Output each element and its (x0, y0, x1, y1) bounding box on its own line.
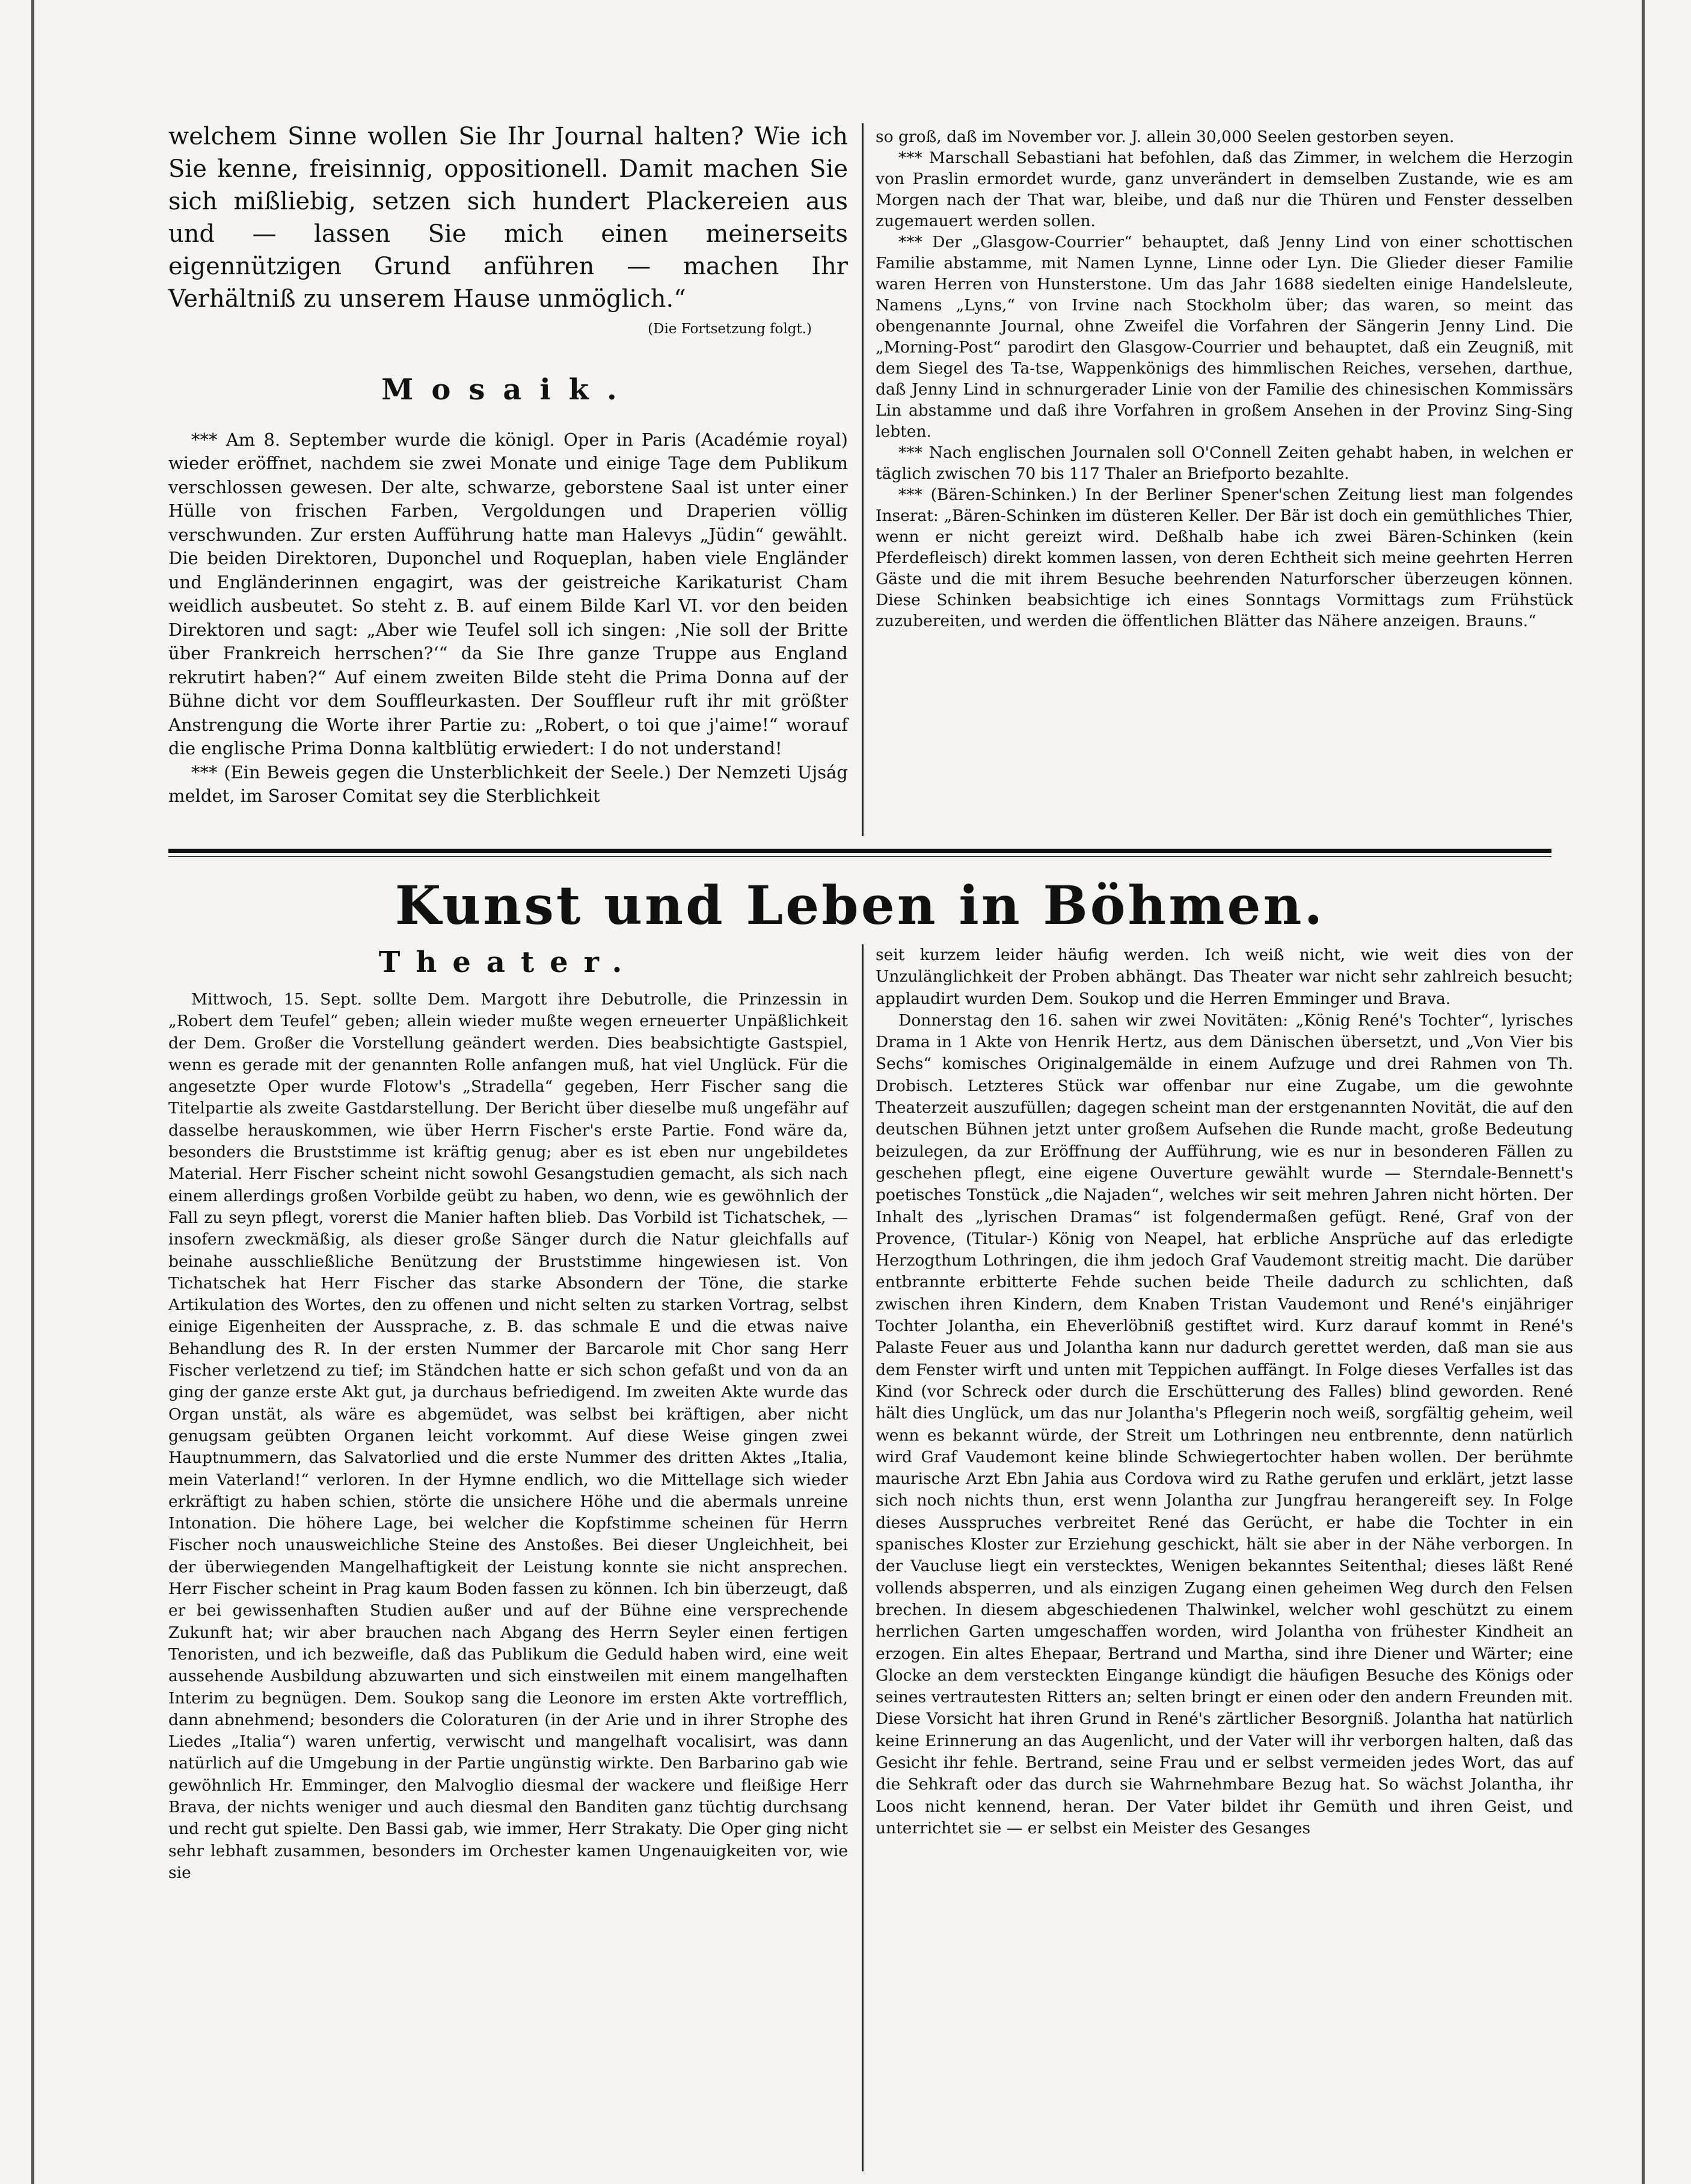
column-divider-bottom (862, 944, 864, 2171)
mosaik-paragraph: so groß, daß im November vor. J. allein 30,000 Seelen gestorben seyen. (876, 128, 1455, 146)
mosaik-paragraph: *** Nach englischen Journalen soll O'Connell Zeiten gehabt haben, in welchen er täglich zwischen 70 bis 117 Thaler an Briefporto bezahlte. (876, 443, 1573, 483)
bottom-right-column (876, 944, 1573, 1839)
bottom-left-column (168, 944, 848, 1884)
serial-story-ending: welchem Sinne wollen Sie Ihr Journal halten? Wie ich Sie kenne, freisinnig, oppositionell. Damit machen Sie sich mißliebig, setzen sich hundert Plackereien aus und — lassen Sie mich einen meinerseits eigennützigen Grund anführen — machen Ihr Verhältniß zu unserem Hause unmöglich.“ (168, 123, 848, 313)
column-divider-top (862, 123, 864, 836)
continuation-note: (Die Fortsetzung folgt.) (648, 321, 812, 337)
scan-edge-left (31, 0, 34, 2184)
mosaik-paragraph: *** (Bären-Schinken.) In der Berliner Spener'schen Zeitung liest man folgendes Inserat: „Bären-Schinken im düsteren Keller. Der Bär ist doch ein gemüthliches Thier, wenn er nicht gereizt wird. Deßhalb habe ich zwei Bären-Schinken (kein Pferdefleisch) direkt kommen lassen, von deren Echtheit sich meine geehrten Herren Gäste und die mit ihrem Besuche beehrenden Naturforscher überzeugen können. Diese Schinken beabsichtige ich eines Sonntags Vormittags zum Frühstück zuzubereiten, und werden die öffentlichen Blätter das Nähere anzeigen. Brauns.“ (876, 485, 1573, 630)
theater-paragraph: Donnerstag den 16. sahen wir zwei Novitäten: „König René's Tochter“, lyrisches Drama in 1 Akte von Henrik Hertz, aus dem Dänischen übersetzt, und „Von Vier bis Sechs“ komisches Originalgemälde in einem Aufzuge und drei Rahmen von Th. Drobisch. Letzteres Stück war offenbar nur eine Zugabe, um die gewohnte Theaterzeit auszufüllen; dagegen scheint man der erstgenannten Novität, die auf den deutschen Bühnen jetzt unter großem Aufsehen die Runde macht, große Bedeutung beizulegen, da zur Eröffnung der Aufführung, wie es nur in besonderen Fällen zu geschehen pflegt, eine eigene Ouverture gewählt wurde — Sterndale-Bennett's poetisches Tonstück „die Najaden“, welches wir seit mehren Jahren nicht hörten. Der Inhalt des „lyrischen Dramas“ ist folgendermaßen gefügt. René, Graf von der Provence, (Titular-) König von Neapel, hat erbliche Ansprüche auf das erledigte Herzogthum Lothringen, die ihm jedoch Graf Vaudemont streitig macht. Die darüber entbrannte erbitterte Fehde suchen beide Theile dadurch zu schlichten, daß zwischen ihren Kindern, dem Knaben Tristan Vaudemont und René's einjähriger Tochter Jolantha, ein Eheverlöbniß gestiftet wird. Kurz darauf kommt in René's Palaste Feuer aus und Jolantha kann nur dadurch gerettet werden, daß man sie aus dem Fenster wirft und unten mit Teppichen auffängt. In Folge dieses Verfalles ist das Kind (vor Schreck oder durch die Erschütterung des Falles) blind geworden. René hält dies Unglück, um das nur Jolantha's Pflegerin noch weiß, sorgfältig geheim, weil wenn es bekannt würde, der Streit um Lothringen neu entbrennte, denn natürlich wird Graf Vaudemont keine blinde Schwiegertochter haben wollen. Der berühmte maurische Arzt Ebn Jahia aus Cordova wird zu Rathe gerufen und erklärt, jetzt lasse sich noch nichts thun, erst wenn Jolantha zur Jungfrau herangereift sey. In Folge dieses Ausspruches verbreitet René das Gerücht, er habe die Tochter in ein spanisches Kloster zur Erziehung geschickt, hält sie aber in der Nähe verborgen. In der Vaucluse liegt ein verstecktes, Wenigen bekanntes Seitenthal; dieses läßt René vollends absperren, und als einzigen Zugang einen geheimen Weg durch den Felsen brechen. In diesem abgeschiedenen Thalwinkel, welcher wohl geschützt zu einem herrlichen Garten umgeschaffen worden, wird Jolantha von frühester Kindheit an erzogen. Ein altes Ehepaar, Bertrand und Martha, sind ihre Diener und Wärter; eine Glocke an dem versteckten Eingange kündigt die häufigen Besuche des Königs oder seines vertrautesten Ritters an; selten bringt er einen oder den andern Freunden mit. Diese Vorsicht hat ihren Grund in René's zärtlicher Besorgniß. Jolantha hat natürlich keine Erinnerung an das Augenlicht, und der Vater will ihr verborgen halten, daß das Gesicht ihr fehle. Bertrand, seine Frau und er selbst vermeiden jedes Wort, das auf die Sehkraft oder das durch sie Wahrnehmbare Bezug hat. So wächst Jolantha, ihr Loos nicht kennend, heran. Der Vater bildet ihr Gemüth und ihren Geist, und unterrichtet sie — er selbst ein Meister des Gesanges (876, 1010, 1573, 1838)
mosaik-paragraph: *** Der „Glasgow-Courrier“ behauptet, daß Jenny Lind von einer schottischen Familie abstamme, mit Namen Lynne, Linne oder Lyn. Die Glieder dieser Familie waren Herren von Hunsterstone. Um das Jahr 1688 siedelten einige Handelsleute, Namens „Lyns,“ von Irvine nach Stockholm über; das waren, so meint das obengenannte Journal, ohne Zweifel die Vorfahren der Sängerin Jenny Lind. Die „Morning-Post“ parodirt den Glasgow-Courrier und behauptet, daß ein Zeugniß, mit dem Siegel des Ta-tse, Wappenkönigs des himmlischen Reiches, versehen, darthue, daß Jenny Lind in schnurgerader Linie von der Familie des chinesischen Kommissärs Lin abstamme und daß ihre Vorfahren in großem Ansehen in der Provinz Sing-Sing lebten. (876, 233, 1573, 441)
section-rule-thick (168, 849, 1551, 853)
theater-paragraph: Mittwoch, 15. Sept. sollte Dem. Margott ihre Debutrolle, die Prinzessin in „Robert dem Teufel“ geben; allein wieder mußte wegen erneuerter Unpäßlichkeit der Dem. Großer die Vorstellung geändert werden. Dies beabsichtigte Gastspiel, wenn es gerade mit der genannten Rolle anfangen muß, hat viel Unglück. Für die angesetzte Oper wurde Flotow's „Stradella“ gegeben, Herr Fischer sang die Titelpartie als zweite Gastdarstellung. Der Bericht über dieselbe muß ungefähr auf dasselbe herauskommen, wie über Herrn Fischer's erste Partie. Fond wäre da, besonders die Bruststimme ist kräftig genug; aber es ist eben nur ungebildetes Material. Herr Fischer scheint nicht sowohl Gesangstudien gemacht, als sich nach einem allerdings großen Vorbilde geübt zu haben, wo denn, wie es gewöhnlich der Fall zu seyn pflegt, vorerst die Manier haften blieb. Das Vorbild ist Tichatschek, — insofern zweckmäßig, als dieser große Sänger durch die Natur gleichfalls auf beinahe ausschließliche Benützung der Bruststimme hingewiesen ist. Von Tichatschek hat Herr Fischer das starke Absondern der Töne, die starke Artikulation des Wortes, den zu offenen und nicht selten zu starken Vortrag, selbst einige Eigenheiten der Aussprache, z. B. das schmale E und die etwas naive Behandlung des R. In der ersten Nummer der Barcarole mit Chor sang Herr Fischer verletzend zu tief; im Ständchen hatte er sich schon gefaßt und von da an ging der ganze erste Akt gut, ja durchaus befriedigend. Im zweiten Akte wurde das Organ unstät, als wäre es abgemüdet, was selbst bei kräftigen, aber nicht genugsam geübten Organen leicht vorkommt. Auf diese Weise gingen zwei Hauptnummern, das Salvatorlied und die erste Nummer des dritten Aktes „Italia, mein Vaterland!“ verloren. In der Hymne endlich, wo die Mittellage sich wieder erkräftigt zu haben schien, störte die unsichere Höhe und die abermals unreine Intonation. Die höhere Lage, bei welcher die Kopfstimme scheinen für Herrn Fischer noch unausweichliche Steine des Anstoßes. Bei dieser Ungleichheit, bei der überwiegenden Mangelhaftigkeit der Leistung konnte sie nicht ansprechen. Herr Fischer scheint in Prag kaum Boden fassen zu können. Ich bin überzeugt, daß er bei gewissenhaften Studien außer und auf der Bühne eine versprechende Zukunft hat; wir aber brauchen nach Abgang des Herrn Seyler einen fertigen Tenoristen, und ich bezweifle, daß das Publikum die Geduld haben wird, eine weit aussehende Ausbildung abzuwarten und sich einstweilen mit einem mangelhaften Interim zu begnügen. Dem. Soukop sang die Leonore im ersten Akte vortrefflich, dann abnehmend; besonders die Coloraturen (in der Arie und in ihrer Strophe des Liedes „Italia“) waren unfertig, verwischt und mangelhaft vocalisirt, was dann natürlich auf die Umgebung in der Partie ungünstig wirkte. Den Barbarino gab wie gewöhnlich Hr. Emminger, den Malvoglio diesmal der wackere und fleißige Herr Brava, der nichts weniger und auch diesmal den Banditen ganz tüchtig durchsang und recht gut spielte. Den Bassi gab, wie immer, Herr Strakaty. Die Oper ging nicht sehr lebhaft zusammen, besonders im Orchester kamen Ungenauigkeiten vor, wie sie (168, 990, 848, 1882)
mosaik-paragraph: *** Marschall Sebastiani hat befohlen, daß das Zimmer, in welchem die Herzogin von Praslin ermordet wurde, ganz unverändert in demselben Zustande, wie es am Morgen nach der That war, bleibe, und daß nur die Thüren und Fenster desselben zugemauert werden sollen. (876, 149, 1573, 230)
section-rule-thin (168, 856, 1551, 857)
mosaik-paragraph: *** (Ein Beweis gegen die Unsterblichkeit der Seele.) Der Nemzeti Ujság meldet, im Saroser Comitat sey die Sterblichkeit (168, 761, 848, 806)
theater-paragraph: seit kurzem leider häufig werden. Ich weiß nicht, wie weit dies von der Unzulänglichkeit der Proben abhängt. Das Theater war nicht sehr zahlreich besucht; applaudirt wurden Dem. Soukop und die Herren Emminger und Brava. (876, 946, 1573, 1008)
top-left-column (168, 120, 848, 808)
theater-heading: Theater. (378, 946, 638, 979)
mosaik-heading: Mosaik. (381, 372, 635, 407)
top-right-column (876, 126, 1573, 632)
mosaik-paragraph: *** Am 8. September wurde die königl. Oper in Paris (Académie royal) wieder eröffnet, nachdem sie zwei Monate und einige Tage dem Publikum verschlossen gewesen. Der alte, schwarze, geborstene Saal ist unter einer Hülle von frischen Farben, Vergoldungen und Draperien völlig verschwunden. Zur ersten Aufführung hatte man Halevys „Jüdin“ gewählt. Die beiden Direktoren, Duponchel und Roqueplan, haben viele Engländer und Engländerinnen engagirt, was der geistreiche Karikaturist Cham weidlich ausbeutet. So steht z. B. auf einem Bilde Karl VI. vor den beiden Direktoren und sagt: „Aber wie Teufel soll ich singen: ‚Nie soll der Britte über Frankreich herrschen?‘“ da Sie Ihre ganze Truppe aus England rekrutirt haben?“ Auf einem zweiten Bilde steht die Prima Donna auf der Bühne dicht vor dem Souffleurkasten. Der Souffleur ruft ihr mit größter Anstrengung die Worte ihrer Partie zu: „Robert, o toi que j'aime!“ worauf die englische Prima Donna kaltblütig erwiedert: I do not understand! (168, 429, 848, 758)
main-section-title: Kunst und Leben in Böhmen. (394, 874, 1325, 937)
scan-edge-right (1642, 0, 1645, 2184)
